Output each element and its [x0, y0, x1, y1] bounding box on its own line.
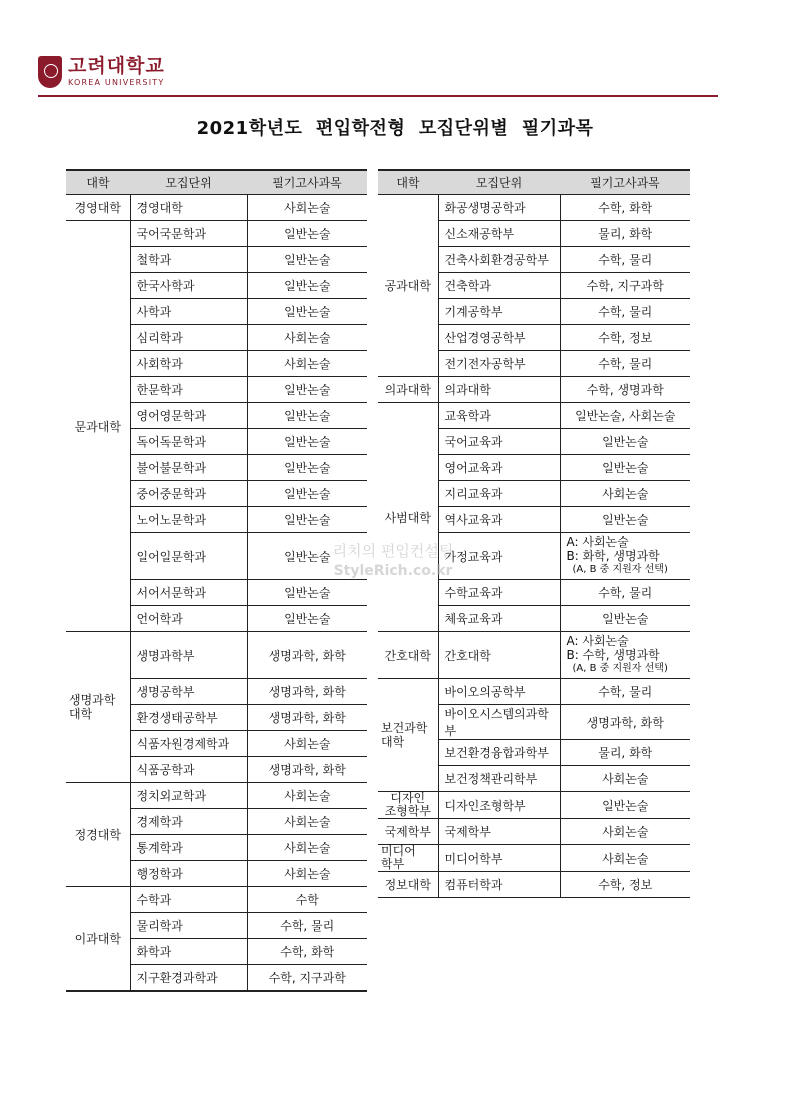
- unit-cell: 식품공학과: [130, 757, 247, 783]
- subject-cell: 일반논술: [560, 792, 690, 819]
- subject-cell: 수학, 지구과학: [560, 273, 690, 299]
- unit-cell: 일어일문학과: [130, 533, 247, 580]
- unit-cell: 경제학과: [130, 809, 247, 835]
- subject-cell: 사회논술: [247, 861, 367, 887]
- subject-cell: 사회논술: [247, 325, 367, 351]
- unit-cell: 기계공학부: [438, 299, 560, 325]
- unit-cell: 물리학과: [130, 913, 247, 939]
- unit-cell: 수학교육과: [438, 580, 560, 606]
- college-cell: 정보대학: [378, 872, 438, 898]
- university-logo: [38, 56, 165, 88]
- subject-cell: 일반논술: [560, 606, 690, 632]
- subject-cell: 생명과학, 화학: [247, 679, 367, 705]
- subject-cell: 사회논술: [247, 783, 367, 809]
- subject-cell: 일반논술: [247, 533, 367, 580]
- unit-cell: 바이오의공학부: [438, 679, 560, 705]
- subject-cell: 수학, 정보: [560, 325, 690, 351]
- subject-note: (A, B 중 지원자 선택): [572, 663, 668, 674]
- unit-cell: 역사교육과: [438, 507, 560, 533]
- unit-cell: 독어독문학과: [130, 429, 247, 455]
- unit-cell: 불어불문학과: [130, 455, 247, 481]
- unit-cell: 서어서문학과: [130, 580, 247, 606]
- subject-cell: 일반논술: [247, 455, 367, 481]
- subject-cell: 물리, 화학: [560, 221, 690, 247]
- subject-cell: 수학, 생명과학: [560, 377, 690, 403]
- college-cell: 이과대학: [66, 887, 130, 992]
- subject-cell: 수학, 물리: [247, 913, 367, 939]
- subject-cell: 사회논술: [560, 766, 690, 792]
- subject-cell: 사회논술: [247, 809, 367, 835]
- subject-cell: 수학, 물리: [560, 351, 690, 377]
- subject-cell: 수학, 지구과학: [247, 965, 367, 992]
- table-row: [378, 819, 690, 845]
- unit-cell: 간호대학: [438, 632, 560, 679]
- subject-cell: 일반논술: [247, 429, 367, 455]
- subject-cell: 사회논술: [560, 819, 690, 845]
- unit-cell: 보건환경융합과학부: [438, 740, 560, 766]
- unit-cell: 지리교육과: [438, 481, 560, 507]
- table-row: [66, 887, 367, 913]
- subject-cell: 일반논술: [560, 455, 690, 481]
- subject-option-b: B: 화학, 생명과학: [566, 549, 660, 563]
- subject-cell: 수학, 물리: [560, 679, 690, 705]
- unit-cell: 산업경영공학부: [438, 325, 560, 351]
- subject-cell: 사회논술: [247, 351, 367, 377]
- subject-cell: [560, 533, 690, 580]
- header-college: 대학: [66, 170, 130, 195]
- subject-cell: 수학, 정보: [560, 872, 690, 898]
- unit-cell: 식품자원경제학과: [130, 731, 247, 757]
- table-row: [66, 195, 367, 221]
- unit-cell: 사학과: [130, 299, 247, 325]
- unit-cell: 영어교육과: [438, 455, 560, 481]
- unit-cell: 디자인조형학부: [438, 792, 560, 819]
- subject-cell: 수학, 물리: [560, 299, 690, 325]
- unit-cell: 중어중문학과: [130, 481, 247, 507]
- unit-cell: 가정교육과: [438, 533, 560, 580]
- table-row: [378, 195, 690, 221]
- left-subject-table: [66, 169, 367, 992]
- unit-cell: 컴퓨터학과: [438, 872, 560, 898]
- subject-option-b: B: 수학, 생명과학: [566, 648, 660, 662]
- subject-cell: 사회논술: [247, 195, 367, 221]
- right-subject-table: [378, 169, 690, 898]
- unit-cell: 의과대학: [438, 377, 560, 403]
- unit-cell: 전기전자공학부: [438, 351, 560, 377]
- unit-cell: 신소재공학부: [438, 221, 560, 247]
- unit-cell: 화학과: [130, 939, 247, 965]
- table-row: [378, 679, 690, 705]
- subject-option-a: A: 사회논술: [566, 535, 629, 549]
- table-row: [378, 632, 690, 679]
- unit-cell: 정치외교학과: [130, 783, 247, 809]
- table-row: [378, 792, 690, 819]
- unit-cell: 생명과학부: [130, 632, 247, 679]
- subject-cell: 사회논술: [247, 835, 367, 861]
- college-cell: 국제학부: [378, 819, 438, 845]
- unit-cell: 수학과: [130, 887, 247, 913]
- college-cell: 사범대학: [378, 403, 438, 632]
- university-seal-icon: [38, 56, 62, 88]
- unit-cell: 건축사회환경공학부: [438, 247, 560, 273]
- subject-cell: 일반논술: [247, 377, 367, 403]
- unit-cell: 통계학과: [130, 835, 247, 861]
- subject-cell: 일반논술: [247, 580, 367, 606]
- subject-cell: 일반논술: [560, 507, 690, 533]
- unit-cell: 행정학과: [130, 861, 247, 887]
- subject-cell: 일반논술: [247, 403, 367, 429]
- watermark-line-1: 리치의 편입컨설팅: [332, 542, 454, 560]
- unit-cell: 바이오시스템의과학부: [438, 705, 560, 740]
- header-college: 대학: [378, 170, 438, 195]
- college-cell: 공과대학: [378, 195, 438, 377]
- unit-cell: 국어국문학과: [130, 221, 247, 247]
- subject-cell: 사회논술: [560, 481, 690, 507]
- table-row: [378, 872, 690, 898]
- unit-cell: 체육교육과: [438, 606, 560, 632]
- subject-cell: 일반논술, 사회논술: [560, 403, 690, 429]
- college-cell: 생명과학 대학: [66, 632, 130, 783]
- subject-cell: 물리, 화학: [560, 740, 690, 766]
- table-row: [66, 221, 367, 247]
- header-subject: 필기고사과목: [247, 170, 367, 195]
- unit-cell: 화공생명공학과: [438, 195, 560, 221]
- college-cell: 미디어 학부: [378, 845, 438, 872]
- unit-cell: 심리학과: [130, 325, 247, 351]
- subject-cell: 수학, 화학: [247, 939, 367, 965]
- unit-cell: 한문학과: [130, 377, 247, 403]
- header-unit: 모집단위: [130, 170, 247, 195]
- subject-cell: [560, 632, 690, 679]
- subject-cell: 사회논술: [560, 845, 690, 872]
- college-cell: 간호대학: [378, 632, 438, 679]
- subject-cell: 일반논술: [247, 247, 367, 273]
- header-subject: 필기고사과목: [560, 170, 690, 195]
- subject-cell: 일반논술: [560, 429, 690, 455]
- logo-name-en: KOREA UNIVERSITY: [68, 78, 165, 87]
- subject-cell: 일반논술: [247, 221, 367, 247]
- subject-cell: 일반논술: [247, 606, 367, 632]
- college-cell: 정경대학: [66, 783, 130, 887]
- header-unit: 모집단위: [438, 170, 560, 195]
- unit-cell: 노어노문학과: [130, 507, 247, 533]
- college-cell: 의과대학: [378, 377, 438, 403]
- watermark-line-2: StyleRich.co.kr: [333, 563, 453, 579]
- unit-cell: 언어학과: [130, 606, 247, 632]
- college-cell: 디자인 조형학부: [378, 792, 438, 819]
- unit-cell: 영어영문학과: [130, 403, 247, 429]
- subject-cell: 일반논술: [247, 481, 367, 507]
- table-row: [378, 845, 690, 872]
- college-cell: 문과대학: [66, 221, 130, 632]
- header-rule: [38, 95, 718, 97]
- subject-cell: 수학, 물리: [560, 247, 690, 273]
- unit-cell: 경영대학: [130, 195, 247, 221]
- unit-cell: 철학과: [130, 247, 247, 273]
- subject-cell: 수학, 화학: [560, 195, 690, 221]
- subject-cell: 일반논술: [247, 273, 367, 299]
- college-cell: 보건과학 대학: [378, 679, 438, 792]
- subject-cell: 생명과학, 화학: [560, 705, 690, 740]
- unit-cell: 국어교육과: [438, 429, 560, 455]
- unit-cell: 지구환경과학과: [130, 965, 247, 992]
- logo-name-ko: 고려대학교: [68, 55, 165, 77]
- unit-cell: 생명공학부: [130, 679, 247, 705]
- table-row: [378, 403, 690, 429]
- unit-cell: 사회학과: [130, 351, 247, 377]
- subject-cell: 일반논술: [247, 507, 367, 533]
- unit-cell: 건축학과: [438, 273, 560, 299]
- subject-cell: 생명과학, 화학: [247, 632, 367, 679]
- unit-cell: 미디어학부: [438, 845, 560, 872]
- unit-cell: 국제학부: [438, 819, 560, 845]
- table-row: [66, 632, 367, 679]
- subject-cell: 사회논술: [247, 731, 367, 757]
- subject-cell: 생명과학, 화학: [247, 757, 367, 783]
- subject-cell: 수학: [247, 887, 367, 913]
- unit-cell: 한국사학과: [130, 273, 247, 299]
- unit-cell: 교육학과: [438, 403, 560, 429]
- subject-option-a: A: 사회논술: [566, 634, 629, 648]
- subject-cell: 수학, 물리: [560, 580, 690, 606]
- unit-cell: 환경생태공학부: [130, 705, 247, 731]
- subject-cell: 일반논술: [247, 299, 367, 325]
- subject-cell: 생명과학, 화학: [247, 705, 367, 731]
- document-title: 2021학년도 편입학전형 모집단위별 필기과목: [196, 118, 594, 139]
- table-row: [378, 377, 690, 403]
- table-row: [66, 783, 367, 809]
- unit-cell: 보건정책관리학부: [438, 766, 560, 792]
- college-cell: 경영대학: [66, 195, 130, 221]
- subject-note: (A, B 중 지원자 선택): [572, 564, 668, 575]
